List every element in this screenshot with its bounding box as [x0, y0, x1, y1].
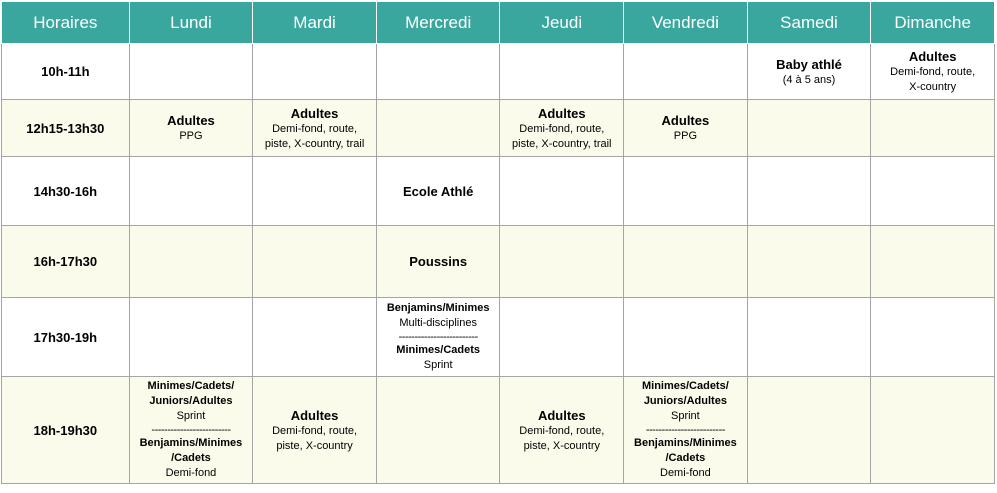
header-mardi: Mardi	[253, 2, 377, 44]
cell-samedi	[747, 377, 871, 484]
session-detail: piste, X-country, trail	[512, 137, 612, 150]
session-title: Juniors/Adultes	[643, 395, 727, 407]
session-detail: X-country	[909, 81, 957, 93]
cell-mercredi	[376, 44, 500, 100]
session-title: Adultes	[290, 105, 339, 121]
session-title: Benjamins/Minimes	[139, 437, 243, 449]
session-detail: Demi-fond, route,	[272, 122, 358, 135]
cell-lundi	[129, 377, 253, 484]
cell-mardi	[253, 226, 377, 298]
session-detail: Sprint	[671, 410, 700, 422]
cell-samedi	[747, 157, 871, 226]
session-separator: -------------------------	[151, 424, 231, 436]
session-detail: piste, X-country	[523, 439, 600, 452]
session-detail: piste, X-country	[276, 439, 353, 452]
session-detail: piste, X-country, trail	[264, 137, 365, 150]
cell-jeudi	[500, 44, 624, 100]
session-title: Minimes/Cadets	[396, 344, 481, 356]
cell-mercredi	[376, 226, 500, 298]
session-title: Benjamins/Minimes	[386, 302, 490, 314]
time-slot: 12h15-13h30	[2, 100, 130, 157]
session-title: Adultes	[290, 407, 339, 423]
table-row	[2, 44, 995, 100]
cell-lundi	[129, 226, 253, 298]
cell-vendredi	[624, 157, 748, 226]
cell-mardi	[253, 298, 377, 377]
cell-vendredi	[624, 298, 748, 377]
cell-vendredi	[624, 226, 748, 298]
header-dimanche: Dimanche	[871, 2, 995, 44]
header-horaires: Horaires	[2, 2, 130, 44]
session-title: Adultes	[908, 49, 957, 64]
cell-mercredi	[376, 100, 500, 157]
cell-mercredi	[376, 157, 500, 226]
table-row	[2, 157, 995, 226]
session-detail: Demi-fond, route,	[272, 424, 358, 437]
session-separator: -------------------------	[398, 331, 478, 343]
table-row	[2, 298, 995, 377]
cell-dimanche	[871, 157, 995, 226]
session-title: /Cadets	[665, 452, 706, 464]
cell-jeudi	[500, 226, 624, 298]
header-mercredi: Mercredi	[376, 2, 500, 44]
table-row	[2, 100, 995, 157]
session-detail: Demi-fond, route,	[519, 424, 605, 437]
cell-dimanche	[871, 377, 995, 484]
cell-jeudi	[500, 298, 624, 377]
cell-jeudi	[500, 377, 624, 484]
cell-lundi	[129, 298, 253, 377]
cell-dimanche	[871, 44, 995, 100]
cell-jeudi	[500, 157, 624, 226]
time-slot: 18h-19h30	[2, 377, 130, 484]
session-detail: Demi-fond	[660, 467, 711, 479]
header-lundi: Lundi	[129, 2, 253, 44]
time-slot: 14h30-16h	[2, 157, 130, 226]
header-row	[2, 2, 995, 44]
cell-mercredi	[376, 298, 500, 377]
time-slot: 10h-11h	[2, 44, 130, 100]
cell-dimanche	[871, 298, 995, 377]
time-slot: 16h-17h30	[2, 226, 130, 298]
session-separator: -------------------------	[645, 424, 725, 436]
cell-vendredi	[624, 44, 748, 100]
session-title: Minimes/Cadets/	[641, 380, 729, 392]
session-title: /Cadets	[171, 452, 211, 464]
cell-jeudi	[500, 100, 624, 157]
session-title: Adultes	[537, 407, 586, 423]
session-detail: (4 à 5 ans)	[782, 73, 836, 86]
header-vendredi: Vendredi	[624, 2, 748, 44]
cell-dimanche	[871, 100, 995, 157]
cell-mardi	[253, 100, 377, 157]
session-title: Poussins	[409, 254, 468, 269]
cell-mardi	[253, 157, 377, 226]
session-detail: Multi-disciplines	[399, 317, 477, 329]
cell-mercredi	[376, 377, 500, 484]
cell-vendredi	[624, 377, 748, 484]
cell-vendredi	[624, 100, 748, 157]
cell-lundi	[129, 157, 253, 226]
session-detail: PPG	[179, 130, 203, 142]
session-detail: Demi-fond, route,	[890, 66, 976, 78]
session-title: Benjamins/Minimes	[634, 437, 737, 449]
cell-mardi	[253, 377, 377, 484]
table-row	[2, 226, 995, 298]
session-title: Ecole Athlé	[403, 183, 474, 199]
session-title: Baby athlé	[776, 56, 842, 72]
cell-lundi	[129, 44, 253, 100]
schedule-table	[1, 1, 995, 484]
session-detail: Demi-fond	[165, 467, 217, 479]
session-detail: Sprint	[423, 359, 453, 371]
session-title: Adultes	[167, 113, 215, 128]
header-samedi: Samedi	[747, 2, 871, 44]
cell-lundi	[129, 100, 253, 157]
cell-samedi	[747, 226, 871, 298]
cell-samedi	[747, 298, 871, 377]
cell-mardi	[253, 44, 377, 100]
cell-samedi	[747, 44, 871, 100]
cell-dimanche	[871, 226, 995, 298]
table-row	[2, 377, 995, 484]
session-detail: PPG	[673, 130, 697, 142]
session-title: Juniors/Adultes	[149, 395, 233, 407]
header-jeudi: Jeudi	[500, 2, 624, 44]
session-detail: Demi-fond, route,	[519, 122, 605, 135]
cell-samedi	[747, 100, 871, 157]
session-title: Minimes/Cadets/	[147, 380, 235, 392]
session-title: Adultes	[661, 113, 710, 128]
session-title: Adultes	[537, 105, 586, 121]
session-detail: Sprint	[176, 410, 206, 422]
time-slot: 17h30-19h	[2, 298, 130, 377]
